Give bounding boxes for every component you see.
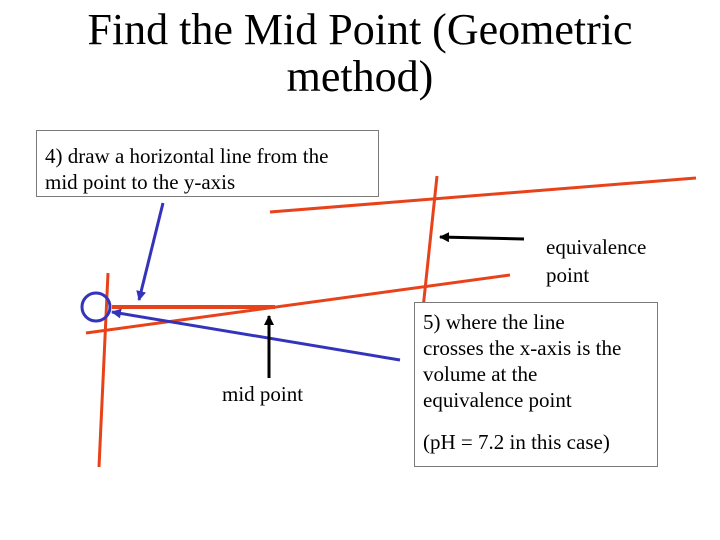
vertical-line-equivalence (422, 176, 437, 318)
step4-line-1: 4) draw a horizontal line from the (45, 144, 329, 168)
step5-line-2: crosses the x-axis is the (423, 336, 622, 360)
step5-instruction-box (414, 302, 658, 467)
step4-line-2: mid point to the y-axis (45, 170, 236, 194)
y-axis-line (99, 273, 108, 467)
step5-pointer-arrow (112, 312, 400, 360)
step4-instruction-box (36, 130, 379, 197)
step4-pointer-arrow (139, 203, 163, 300)
step5-ph-note: (pH = 7.2 in this case) (423, 430, 610, 454)
mid-point-label: mid point (222, 382, 304, 406)
equivalence-point-arrow (440, 237, 524, 239)
equivalence-label-line-1: equivalence (546, 235, 647, 259)
step5-line-1: 5) where the line (423, 310, 565, 334)
equivalence-label-line-2: point (546, 263, 590, 287)
title-line-1: Find the Mid Point (Geometric (87, 5, 633, 54)
title-line-2: method) (286, 52, 434, 101)
step5-line-4: equivalence point (423, 388, 572, 412)
equivalence-point-label (546, 233, 646, 289)
step5-line-3: volume at the (423, 362, 538, 386)
